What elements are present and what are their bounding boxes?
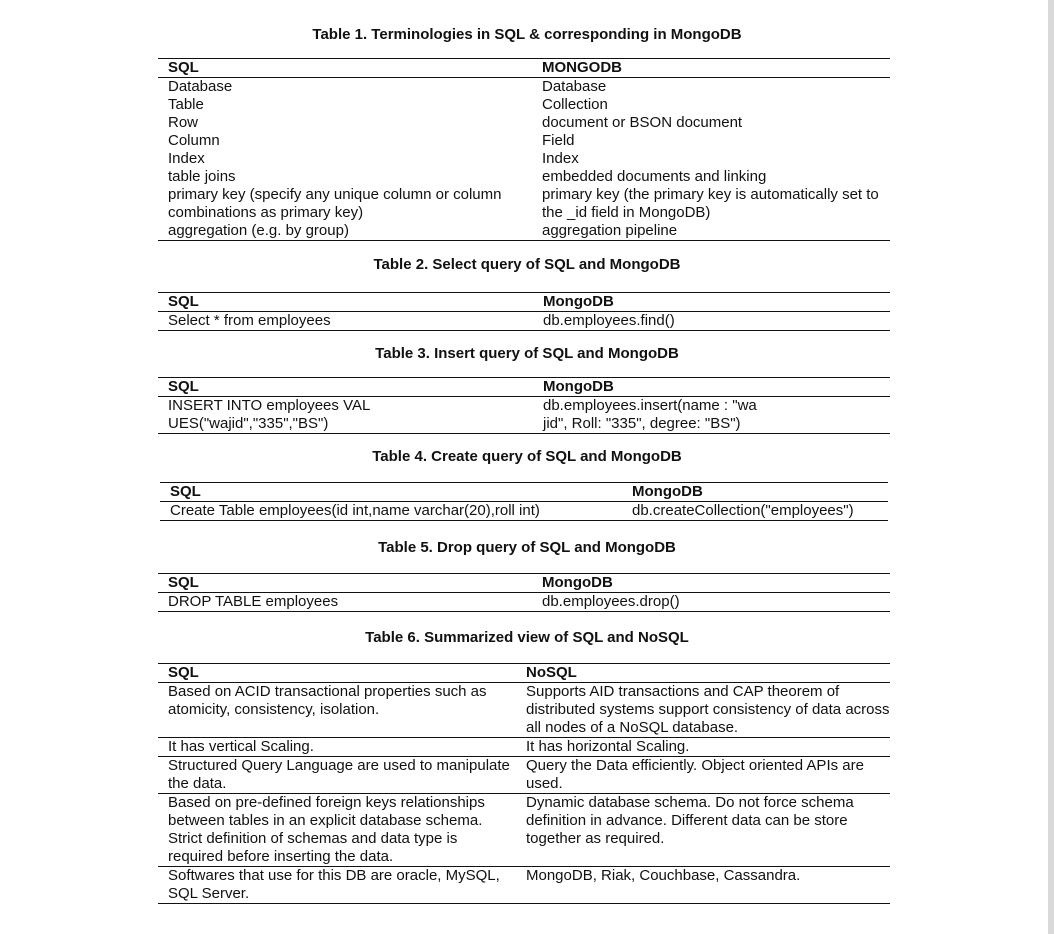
table-cell: Based on ACID transactional properties such as atomicity, consistency, isolation. bbox=[158, 683, 516, 738]
table6-header-row bbox=[158, 664, 890, 683]
table-cell: Create Table employees(id int,name varchar(20),roll int) bbox=[160, 502, 622, 521]
table-row bbox=[160, 502, 888, 521]
table-row bbox=[158, 683, 890, 738]
table-cell: db.employees.find() bbox=[533, 312, 890, 331]
table6-caption: Table 6. Summarized view of SQL and NoSQL bbox=[365, 629, 689, 646]
table4-header-mongodb: MongoDB bbox=[622, 483, 888, 502]
table-cell: Row bbox=[168, 114, 199, 131]
table-row bbox=[158, 132, 890, 150]
table-cell: Database bbox=[168, 78, 233, 95]
table2-header-mongodb: MongoDB bbox=[533, 293, 890, 312]
table6-header-nosql: NoSQL bbox=[516, 664, 890, 683]
table5-header-mongodb: MongoDB bbox=[532, 574, 890, 593]
table-cell: Supports AID transactions and CAP theorem of distributed systems support consistency of data across all nodes of a NoSQL database. bbox=[516, 683, 890, 738]
table-cell: primary key (the primary key is automatically set to the _id field in MongoDB) bbox=[542, 186, 879, 221]
table2-caption: Table 2. Select query of SQL and MongoDB bbox=[373, 256, 681, 273]
table-cell: Column bbox=[168, 132, 220, 149]
table-cell: table joins bbox=[168, 168, 236, 185]
table1-header-sql: SQL bbox=[158, 59, 532, 78]
table-cell: It has vertical Scaling. bbox=[158, 738, 516, 757]
table4-caption: Table 4. Create query of SQL and MongoDB bbox=[372, 448, 682, 465]
table-row bbox=[158, 593, 890, 612]
table4-header-sql: SQL bbox=[160, 483, 622, 502]
table-row bbox=[158, 222, 890, 241]
table4 bbox=[160, 482, 888, 521]
table-row bbox=[158, 96, 890, 114]
table5-header-row bbox=[158, 574, 890, 593]
table3-header-row bbox=[158, 378, 890, 397]
table2-header-row bbox=[158, 293, 890, 312]
table-cell: DROP TABLE employees bbox=[158, 593, 532, 612]
table-cell: Index bbox=[168, 150, 205, 167]
table-cell: MongoDB, Riak, Couchbase, Cassandra. bbox=[516, 867, 890, 904]
table6-header-sql: SQL bbox=[158, 664, 516, 683]
table-cell: Dynamic database schema. Do not force schema definition in advance. Different data can be store together as required. bbox=[516, 794, 890, 867]
table-cell: Table bbox=[168, 96, 204, 113]
table2 bbox=[158, 292, 890, 331]
table-cell: Query the Data efficiently. Object oriented APIs are used. bbox=[516, 757, 890, 794]
table1-header-row bbox=[158, 59, 890, 78]
table-row bbox=[158, 794, 890, 867]
table-cell: Field bbox=[542, 132, 575, 149]
table-row bbox=[158, 867, 890, 904]
table-cell: db.employees.insert(name : "wa jid", Roll: "335", degree: "BS") bbox=[533, 397, 890, 434]
table-cell: Softwares that use for this DB are oracle, MySQL, SQL Server. bbox=[158, 867, 516, 904]
table-row bbox=[158, 114, 890, 132]
table2-header-sql: SQL bbox=[158, 293, 533, 312]
table-cell: Collection bbox=[542, 96, 608, 113]
table5 bbox=[158, 573, 890, 612]
table6 bbox=[158, 663, 890, 904]
table-cell: document or BSON document bbox=[542, 114, 743, 131]
table1 bbox=[158, 58, 890, 241]
table-cell: Based on pre-defined foreign keys relationships between tables in an explicit database schema. Strict definition of schemas and data type is required before inserting the data. bbox=[158, 794, 516, 867]
table5-caption: Table 5. Drop query of SQL and MongoDB bbox=[378, 539, 676, 556]
table-cell: aggregation pipeline bbox=[532, 222, 890, 241]
table-cell: primary key (specify any unique column or column combinations as primary key) bbox=[168, 186, 502, 221]
table-row bbox=[158, 186, 890, 222]
table-row bbox=[158, 397, 890, 434]
table-row bbox=[158, 150, 890, 168]
table3-header-sql: SQL bbox=[158, 378, 533, 397]
table-cell: INSERT INTO employees VAL UES("wajid","335","BS") bbox=[158, 397, 533, 434]
table-row bbox=[158, 312, 890, 331]
table5-header-sql: SQL bbox=[158, 574, 532, 593]
table3 bbox=[158, 377, 890, 434]
page-edge bbox=[1048, 0, 1054, 934]
table-cell: It has horizontal Scaling. bbox=[516, 738, 890, 757]
table-row bbox=[158, 78, 890, 97]
table-cell: aggregation (e.g. by group) bbox=[158, 222, 532, 241]
table-row bbox=[158, 168, 890, 186]
table-cell: embedded documents and linking bbox=[542, 168, 767, 185]
table-cell: Select * from employees bbox=[158, 312, 533, 331]
table-cell: db.createCollection("employees") bbox=[622, 502, 888, 521]
table-row bbox=[158, 738, 890, 757]
table4-header-row bbox=[160, 483, 888, 502]
table-cell: Database bbox=[542, 78, 607, 95]
table-cell: Structured Query Language are used to manipulate the data. bbox=[158, 757, 516, 794]
table3-caption: Table 3. Insert query of SQL and MongoDB bbox=[375, 345, 679, 362]
table1-header-mongodb: MONGODB bbox=[532, 59, 890, 78]
table-cell: Index bbox=[542, 150, 579, 167]
table1-caption: Table 1. Terminologies in SQL & corresponding in MongoDB bbox=[312, 26, 742, 43]
table-cell: db.employees.drop() bbox=[532, 593, 890, 612]
table3-header-mongodb: MongoDB bbox=[533, 378, 890, 397]
table-row bbox=[158, 757, 890, 794]
